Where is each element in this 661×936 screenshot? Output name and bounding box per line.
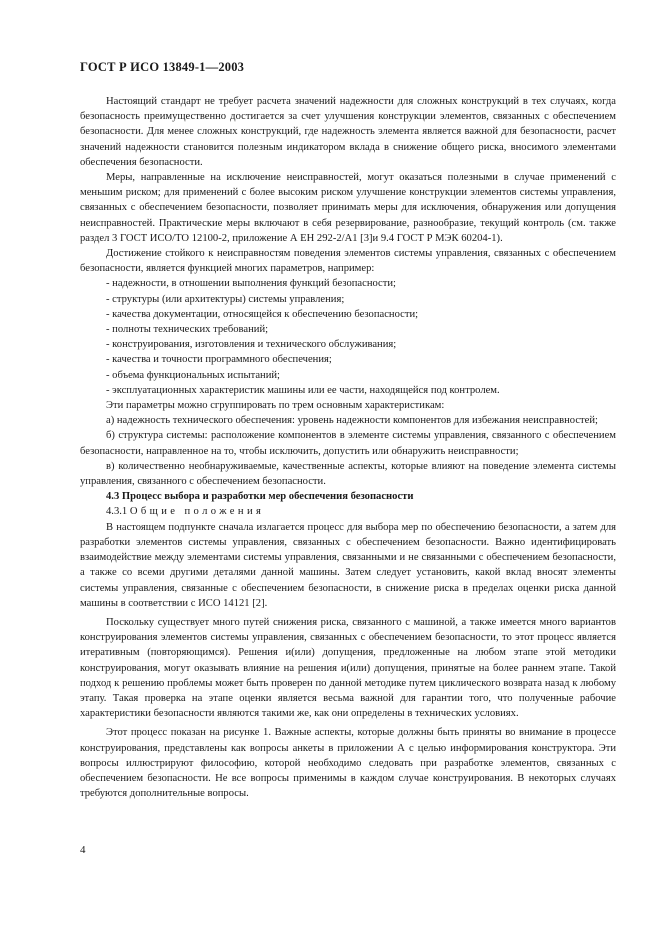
- page-header-standard-title: ГОСТ Р ИСО 13849-1—2003: [80, 60, 245, 74]
- subsection-number: 4.3.1: [106, 506, 128, 518]
- paragraph-grouping-intro: Эти параметры можно сгруппировать по трем основным характеристикам:: [106, 400, 445, 412]
- paragraph-figure-reference: Этот процесс показан на рисунке 1. Важные аспекты, которые должны быть приняты во внимание в процессе конструирования, представлены как вопросы анкеты в приложении А с целью информирования конструктора. Эти вопросы иллюстрируют философию, которой необходимо следовать при разработке элементов, связанных с обеспечением безопасности. Не все вопросы применимы в каждом случае конструирования. В некоторых случаях требуются дополнительные вопросы.: [80, 727, 616, 800]
- subsection-title: Общие положения: [129, 506, 265, 518]
- paragraph-fault-tolerance-parameters: Достижение стойкого к неисправностям поведения элементов системы управления, связанных с обеспечением безопасности, является функцией многих параметров, например:: [80, 248, 616, 275]
- document-body: [80, 94, 616, 801]
- list-item-parameter: - объема функциональных испытаний;: [106, 369, 280, 381]
- subsection-heading-4-3-1: [80, 504, 616, 519]
- list-item-parameter: - качества документации, относящейся к обеспечению безопасности;: [106, 308, 419, 320]
- list-item-group: б) структура системы: расположение компонентов в элементе системы управления, связанного с обеспечением безопасности, направленное на то, чтобы исключить, допустить или обнаружить неисправности;: [80, 430, 616, 457]
- paragraph-fault-exclusion: Меры, направленные на исключение неисправностей, могут оказаться полезными в случае применений с меньшим риском; для применений с более высоким риском улучшение конструкции элементов системы управления, связанных с обеспечением безопасности, позволяет принимать меры для исключения, обнаружения или допущения неисправностей. Практические меры включают в себя резервирование, разнообразие, текущий контроль (см. также раздел 3 ГОСТ ИСО/ТО 12100-2, приложение А ЕН 292-2/А1 [3]и 9.4 ГОСТ Р МЭК 60204-1).: [80, 172, 616, 244]
- paragraph-iterative-process: Поскольку существует много путей снижения риска, связанного с машиной, а также имеется много вариантов конструирования элементов системы управления, связанных с обеспечением безопасности, то этот процесс является итеративным (повторяющимся). Решения и(или) допущения, предложенные на любом этапе этой методики конструирования, могут оказывать влияние на решения и(или) допущения, принятые на более раннем этапе. Такой подход к решению проблемы может быть проверен по данной методике путем циклического возврата назад к любому этапу. Такая проверка на этапе оценки является весьма важной для гарантии того, что полученные рабочие характеристики безопасности являются такими же, как они определены в технических условиях.: [80, 616, 616, 720]
- section-heading-4-3: 4.3 Процесс выбора и разработки мер обеспечения безопасности: [106, 491, 414, 503]
- paragraph-process-selection: В настоящем подпункте сначала излагается процесс для выбора мер по обеспечению безопасности, а затем для разработки элементов системы управления, связанных с обеспечением безопасности. Важно идентифицировать взаимодействие между элементами системы управления, связанными и не связанными с обеспечением безопасности, а также со всеми другими деталями данной машины. Затем следует установить, какой вклад вносят элементы системы управления, связанные с обеспечением безопасности, в снижение риска в пределах оценки риска данной машины в соответствии с ИСО 14121 [2].: [80, 521, 616, 609]
- list-item-parameter: - надежности, в отношении выполнения функций безопасности;: [106, 278, 396, 290]
- list-item-parameter: - конструирования, изготовления и технического обслуживания;: [106, 339, 397, 351]
- list-item-group: в) количественно необнаруживаемые, качественные аспекты, которые влияют на поведение элемента системы управления, связанного с обеспечением безопасности.: [80, 460, 616, 488]
- list-item-parameter: - эксплуатационных характеристик машины или ее части, находящейся под контролем.: [106, 384, 500, 396]
- list-item-group: а) надежность технического обеспечения: уровень надежности компонентов для избежания неисправностей;: [106, 415, 598, 427]
- list-item-parameter: - качества и точности программного обеспечения;: [106, 354, 332, 366]
- list-item-parameter: - полноты технических требований;: [106, 324, 269, 336]
- list-item-parameter: - структуры (или архитектуры) системы управления;: [106, 293, 345, 305]
- page-number: 4: [80, 844, 86, 856]
- paragraph-reliability-calculation: Настоящий стандарт не требует расчета значений надежности для сложных конструкций в тех случаях, когда безопасность преимущественно достигается за счет улучшения конструкции элементов, связанных с обеспечением безопасности. Для менее сложных конструкций, где надежность элемента является важной для безопасности, расчет значений надежности становится полезным индикатором вклада в снижение общего риска, вносимого элементами обеспечения безопасности.: [80, 96, 616, 168]
